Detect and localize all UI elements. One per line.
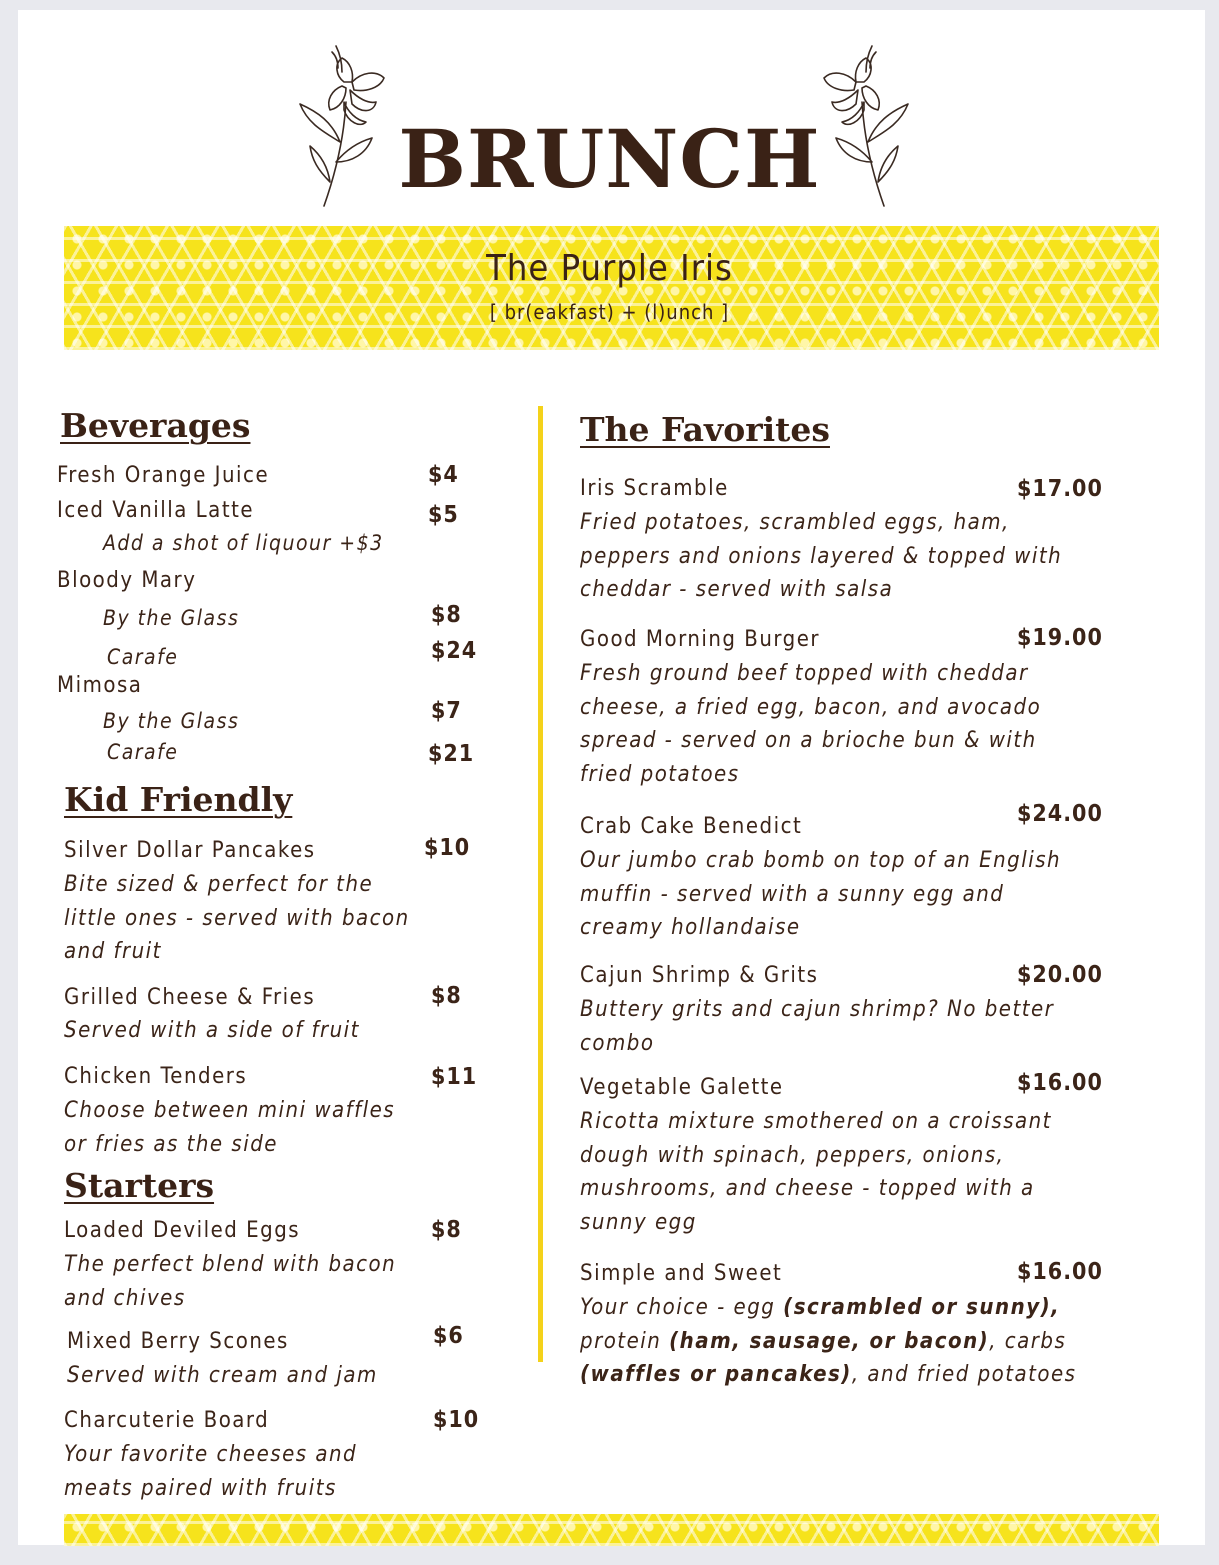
column-divider — [538, 406, 543, 1362]
menu-item-price: $19.00 — [1017, 625, 1103, 651]
desc-text: , and fried potatoes — [851, 1362, 1077, 1387]
menu-item-price: $17.00 — [1017, 476, 1103, 502]
menu-item-price: $8 — [431, 983, 462, 1009]
menu-item-name: Good Morning Burger — [580, 627, 821, 652]
menu-item-price: $6 — [433, 1323, 464, 1349]
menu-item-name: Silver Dollar Pancakes — [64, 838, 316, 863]
menu-item-name: Fresh Orange Juice — [57, 463, 270, 488]
menu-item-price: $8 — [431, 602, 462, 628]
menu-item-price: $5 — [428, 502, 459, 528]
desc-emphasis: (waffles or pancakes) — [580, 1362, 852, 1387]
menu-item-price: $24.00 — [1017, 801, 1103, 827]
page-title: BRUNCH — [398, 112, 821, 206]
menu-item-description: Buttery grits and cajun shrimp? No better combo — [580, 997, 1055, 1056]
desc-emphasis: (ham, sausage, or bacon) — [669, 1328, 990, 1354]
menu-item-description: The perfect blend with bacon and chives — [64, 1252, 397, 1311]
menu-item-name: Loaded Deviled Eggs — [64, 1218, 301, 1243]
menu-item-name: Cajun Shrimp & Grits — [580, 963, 819, 988]
menu-item-price: $4 — [428, 462, 459, 488]
menu-item-name: Mixed Berry Scones — [67, 1329, 289, 1354]
menu-item-option: By the Glass — [103, 606, 240, 630]
menu-item-name: Chicken Tenders — [64, 1064, 248, 1089]
menu-item-description: Fried potatoes, scrambled eggs, ham, peppers and onions layered & topped with cheddar - served with salsa — [580, 510, 1063, 602]
menu-item-description: Served with cream and jam — [67, 1363, 378, 1388]
menu-item-description — [580, 1291, 1080, 1392]
menu-item-price: $10 — [424, 835, 471, 861]
menu-item-price: $7 — [431, 698, 462, 724]
favorites-heading: The Favorites — [580, 410, 830, 449]
menu-item-description: Our jumbo crab bomb on top of an English muffin - served with a sunny egg and creamy hollandaise — [580, 848, 1062, 940]
desc-text: protein — [580, 1328, 670, 1354]
menu-item-name: Grilled Cheese & Fries — [64, 985, 316, 1010]
starters-heading: Starters — [64, 1166, 215, 1205]
menu-item-price: $21 — [428, 741, 475, 767]
menu-item-price: $10 — [433, 1407, 480, 1433]
desc-emphasis: (scrambled or sunny), — [783, 1295, 1061, 1320]
menu-item-description: Served with a side of fruit — [64, 1018, 360, 1043]
footer-pattern-band — [64, 1514, 1159, 1546]
menu-item-description: Choose between mini waffles or fries as the side — [64, 1098, 396, 1157]
menu-item-name: Simple and Sweet — [580, 1261, 783, 1286]
menu-item-description: Ricotta mixture smothered on a croissant dough with spinach, peppers, onions, mushrooms, and cheese - topped with a sunny egg — [580, 1109, 1052, 1235]
kid-friendly-heading: Kid Friendly — [64, 780, 293, 819]
menu-item-price: $20.00 — [1017, 962, 1103, 988]
menu-item-name: Mimosa — [57, 673, 143, 698]
menu-item-option: Carafe — [107, 740, 179, 764]
menu-item-price: $16.00 — [1017, 1070, 1103, 1096]
menu-item-price: $11 — [431, 1064, 478, 1090]
restaurant-name: The Purple Iris — [486, 248, 733, 289]
menu-item-description: Your favorite cheeses and meats paired with fruits — [64, 1442, 358, 1501]
menu-item-name: Charcuterie Board — [64, 1408, 270, 1433]
desc-text: , carbs — [989, 1328, 1067, 1354]
menu-item-name: Iris Scramble — [580, 476, 729, 501]
menu-item-price: $8 — [431, 1217, 462, 1243]
menu-item-description: Fresh ground beef topped with cheddar cheese, a fried egg, bacon, and avocado spread - served on a brioche bun & with fried potatoes — [580, 661, 1042, 787]
menu-item-name: Vegetable Galette — [580, 1075, 784, 1100]
menu-item-note: Add a shot of liquour +$3 — [103, 531, 384, 555]
beverages-heading: Beverages — [60, 406, 251, 445]
menu-item-option: By the Glass — [103, 709, 240, 733]
menu-item-name: Iced Vanilla Latte — [57, 498, 255, 523]
desc-text: Your choice - egg — [580, 1295, 784, 1320]
menu-item-price: $24 — [431, 638, 478, 664]
menu-item-option: Carafe — [107, 645, 179, 669]
menu-item-name: Bloody Mary — [57, 568, 197, 593]
menu-item-name: Crab Cake Benedict — [580, 814, 803, 839]
menu-item-description: Bite sized & perfect for the little ones - served with bacon and fruit — [64, 872, 410, 964]
menu-item-price: $16.00 — [1017, 1259, 1103, 1285]
tagline: [ br(eakfast) + (l)unch ] — [489, 300, 730, 324]
